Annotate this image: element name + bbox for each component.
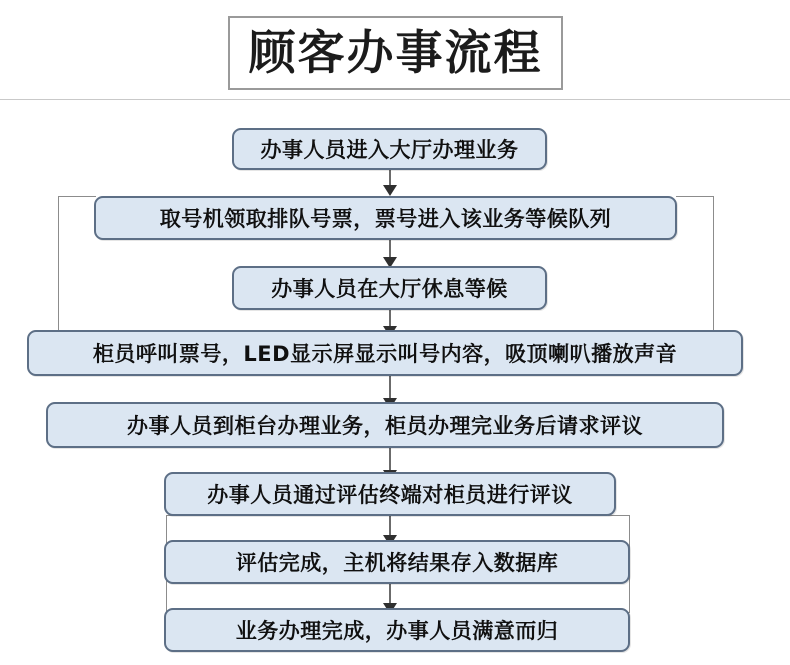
flow-node-label: 办事人员到柜台办理业务，柜员办理完业务后请求评议 [127,414,643,438]
flow-node-step-2[interactable] [94,196,677,240]
flow-node-label: 业务办理完成，办事人员满意而归 [235,619,559,643]
right-rail-connector [676,196,714,352]
flow-node-label: 柜员呼叫票号，LED显示屏显示叫号内容，吸顶喇叭播放声音 [92,342,678,366]
connector-5-6-line [389,448,391,472]
flow-node-step-8[interactable] [164,608,630,652]
connector-3-4-line [389,308,391,328]
flow-node-label: 评估完成，主机将结果存入数据库 [235,551,559,575]
title-divider [0,99,790,100]
flow-node-step-5[interactable] [46,402,724,448]
flow-node-label: 办事人员进入大厅办理业务 [260,138,519,162]
flow-node-step-6[interactable] [164,472,616,516]
flow-node-label: 办事人员通过评估终端对柜员进行评议 [207,483,573,507]
connector-4-5-line [389,374,391,400]
flow-node-step-3[interactable] [232,266,547,310]
flow-node-step-4[interactable] [27,330,743,376]
flow-node-step-1[interactable] [232,128,547,170]
connector-1-2-arrow [383,185,397,196]
flow-node-label: 取号机领取排队号票，票号进入该业务等候队列 [159,207,612,231]
flow-node-label: 办事人员在大厅休息等候 [271,277,508,301]
page-title: 顾客办事流程 [248,25,543,81]
left-rail-connector [58,196,96,352]
flow-node-step-7[interactable] [164,540,630,584]
diagram-title-box [228,16,563,90]
